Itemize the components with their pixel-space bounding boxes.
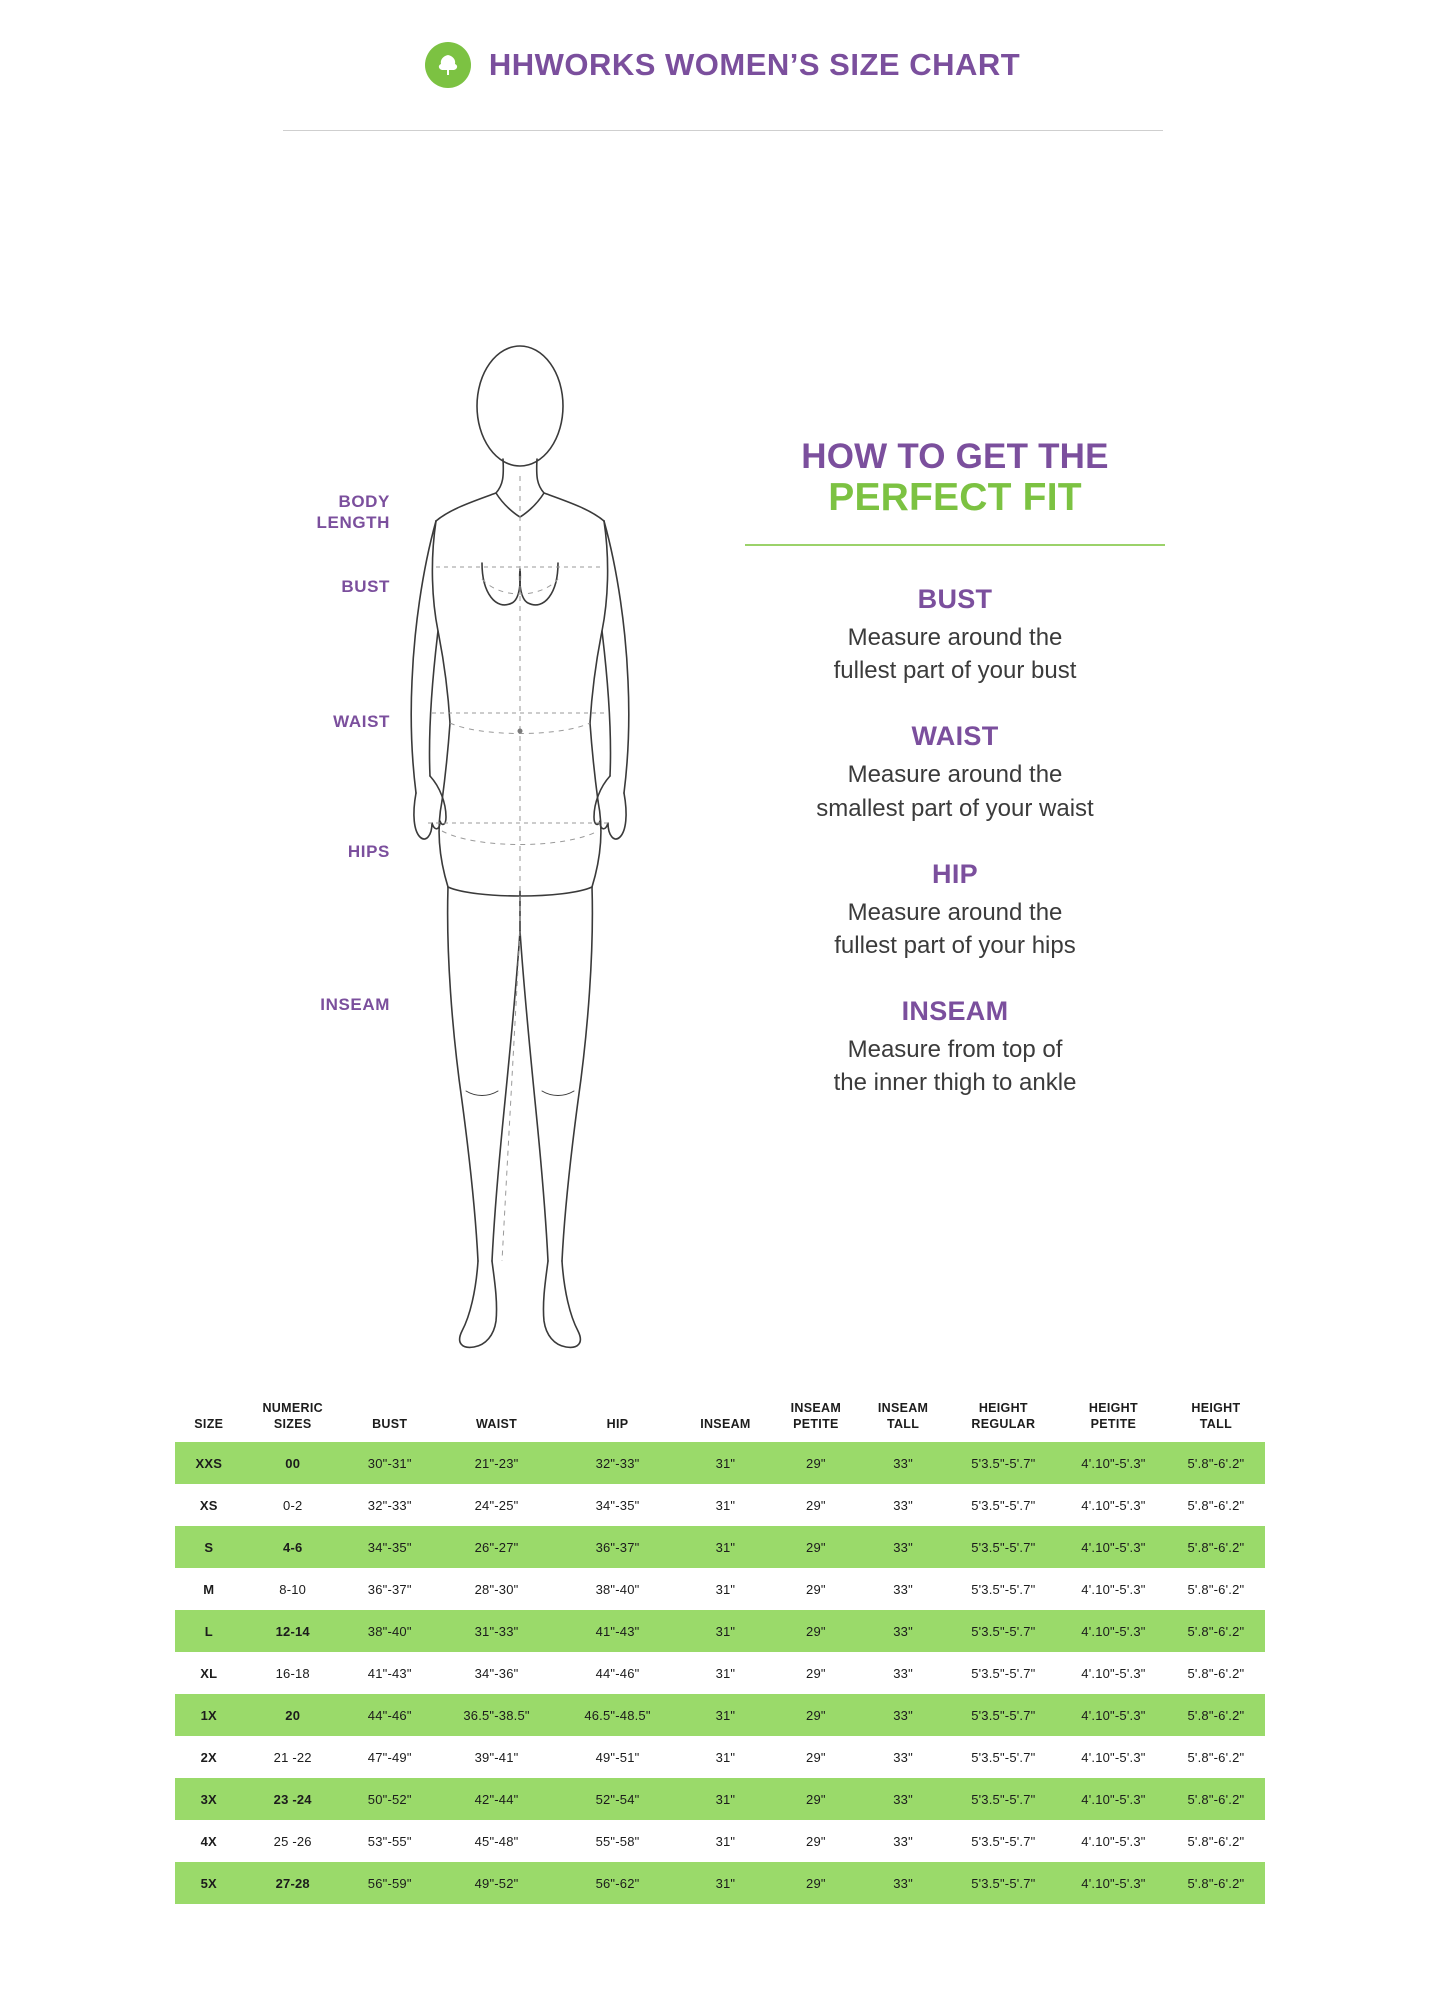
col-header-height-tall-line2: TALL: [1199, 1416, 1233, 1431]
fit-block-bust-line2: fullest part of your bust: [833, 657, 1077, 685]
cell-height-tall: 5'.8"-6'.2": [1187, 1581, 1245, 1597]
label-waist: WAIST: [333, 712, 390, 731]
cell-waist: 31"-33": [437, 1610, 557, 1652]
cell-hip: 44"-46": [595, 1665, 640, 1681]
col-header-height-petite-line1: HEIGHT: [1088, 1401, 1138, 1415]
table-row: [175, 1568, 1265, 1610]
size-table: [175, 1395, 1265, 1904]
cell-bust: 50"-52": [343, 1778, 437, 1820]
table-header-row: [175, 1395, 1265, 1442]
cell-size: 2X: [200, 1749, 217, 1765]
cell-size: XL: [200, 1665, 218, 1681]
cell-hip: 56"-62": [556, 1862, 678, 1904]
label-body-length-line2: LENGTH: [316, 513, 390, 533]
cell-size: XXS: [175, 1442, 243, 1484]
col-header-numeric-sizes-line1: NUMERIC: [262, 1401, 323, 1415]
cell-inseam: 31": [715, 1581, 736, 1597]
cell-height-tall: 5'.8"-6'.2": [1187, 1497, 1245, 1513]
cell-bust: 30"-31": [343, 1442, 437, 1484]
fit-block-hip-title: HIP: [932, 858, 978, 889]
cell-size: 3X: [175, 1778, 243, 1820]
col-header-size-line1: SIZE: [194, 1416, 224, 1431]
col-header-height-regular-line2: REGULAR: [971, 1416, 1036, 1431]
table-row: [175, 1736, 1265, 1778]
main-content: [0, 131, 1445, 1271]
cell-height-tall: 5'.8"-6'.2": [1187, 1833, 1245, 1849]
col-header-height-tall-line1: HEIGHT: [1191, 1401, 1241, 1415]
cell-inseam: 31": [679, 1862, 773, 1904]
page-header: [0, 0, 1445, 88]
cell-hip: 36"-37": [556, 1526, 678, 1568]
table-row: [175, 1442, 1265, 1484]
fit-guide-heading-line2: PERFECT FIT: [828, 476, 1082, 520]
cell-numeric: 16-18: [275, 1665, 310, 1681]
fit-block-hip-line1: Measure around the: [847, 898, 1063, 926]
label-body-length-line1: BODY: [338, 492, 390, 511]
col-header-inseam-tall-line1: INSEAM: [877, 1401, 929, 1415]
cell-height-regular: 5'3.5"-5'.7": [971, 1581, 1036, 1597]
fit-guide: [740, 436, 1170, 1099]
table-row: [175, 1526, 1265, 1568]
label-hips: HIPS: [347, 842, 390, 861]
col-header-inseam-petite-line1: INSEAM: [790, 1401, 842, 1415]
cell-waist: 39"-41": [474, 1749, 519, 1765]
cell-height-petite: 4'.10"-5'.3": [1060, 1526, 1167, 1568]
size-table-container: [175, 1395, 1265, 1904]
cell-size: 4X: [200, 1833, 217, 1849]
col-header-height-petite-line2: PETITE: [1090, 1416, 1137, 1431]
cell-height-petite: 4'.10"-5'.3": [1060, 1778, 1167, 1820]
cell-height-regular: 5'3.5"-5'.7": [971, 1665, 1036, 1681]
cell-height-petite: 4'.10"-5'.3": [1081, 1833, 1146, 1849]
col-header-height-regular: [947, 1395, 1060, 1442]
cell-numeric: 27-28: [243, 1862, 343, 1904]
cell-waist: 45"-48": [474, 1833, 519, 1849]
cell-bust: 47"-49": [367, 1749, 412, 1765]
cell-height-petite: 4'.10"-5'.3": [1060, 1442, 1167, 1484]
cell-height-petite: 4'.10"-5'.3": [1060, 1862, 1167, 1904]
cell-inseam-tall: 33": [859, 1610, 946, 1652]
cell-inseam: 31": [679, 1778, 773, 1820]
cell-height-regular: 5'3.5"-5'.7": [947, 1862, 1060, 1904]
cell-inseam-tall: 33": [859, 1778, 946, 1820]
col-header-waist-line1: WAIST: [475, 1416, 518, 1431]
fit-guide-divider: [745, 544, 1165, 546]
fit-block-inseam-line1: Measure from top of: [847, 1035, 1063, 1063]
fit-block-bust-line1: Measure around the: [847, 624, 1063, 652]
cell-hip: 49"-51": [595, 1749, 640, 1765]
cell-numeric: 21 -22: [273, 1749, 312, 1765]
cell-hip: 41"-43": [556, 1610, 678, 1652]
cell-numeric: 25 -26: [273, 1833, 312, 1849]
cell-hip: 32"-33": [556, 1442, 678, 1484]
cell-inseam: 31": [715, 1497, 736, 1513]
cell-waist: 26"-27": [437, 1526, 557, 1568]
cell-bust: 53"-55": [367, 1833, 412, 1849]
cell-numeric: 20: [243, 1694, 343, 1736]
cell-inseam-tall: 33": [893, 1581, 913, 1597]
cell-bust: 56"-59": [343, 1862, 437, 1904]
cell-inseam: 31": [679, 1526, 773, 1568]
table-row: [175, 1862, 1265, 1904]
cell-inseam: 31": [679, 1610, 773, 1652]
col-header-bust: [343, 1395, 437, 1442]
col-header-numeric-sizes-line2: SIZES: [273, 1416, 312, 1431]
col-header-numeric-sizes: [243, 1395, 343, 1442]
cell-waist: 49"-52": [437, 1862, 557, 1904]
cell-height-regular: 5'3.5"-5'.7": [947, 1694, 1060, 1736]
cell-hip: 38"-40": [595, 1581, 640, 1597]
col-header-inseam: [679, 1395, 773, 1442]
cell-numeric: 23 -24: [243, 1778, 343, 1820]
cell-height-tall: 5'.8"-6'.2": [1167, 1862, 1265, 1904]
cell-bust: 41"-43": [367, 1665, 412, 1681]
cell-inseam: 31": [715, 1833, 736, 1849]
cell-inseam: 31": [715, 1749, 736, 1765]
cell-numeric: 8-10: [279, 1581, 307, 1597]
col-header-inseam-tall-line2: TALL: [886, 1416, 920, 1431]
cell-inseam-tall: 33": [893, 1833, 913, 1849]
table-row: [175, 1694, 1265, 1736]
cell-numeric: 4-6: [243, 1526, 343, 1568]
cell-height-regular: 5'3.5"-5'.7": [971, 1497, 1036, 1513]
table-row: [175, 1610, 1265, 1652]
cell-inseam-petite: 29": [772, 1694, 859, 1736]
tree-icon: [425, 42, 471, 88]
col-header-inseam-tall: [859, 1395, 946, 1442]
cell-size: XS: [199, 1497, 218, 1513]
col-header-bust-line1: BUST: [372, 1416, 408, 1431]
cell-height-tall: 5'.8"-6'.2": [1167, 1610, 1265, 1652]
col-header-inseam-line1: INSEAM: [700, 1416, 751, 1431]
cell-inseam-petite: 29": [772, 1610, 859, 1652]
cell-size: S: [175, 1526, 243, 1568]
cell-inseam-petite: 29": [806, 1833, 826, 1849]
cell-inseam-petite: 29": [806, 1581, 826, 1597]
cell-height-tall: 5'.8"-6'.2": [1187, 1665, 1245, 1681]
cell-inseam-tall: 33": [859, 1442, 946, 1484]
fit-block-bust: [740, 584, 1170, 687]
fit-block-bust-title: BUST: [917, 584, 993, 615]
col-header-inseam-petite: [772, 1395, 859, 1442]
cell-inseam-tall: 33": [859, 1526, 946, 1568]
fit-block-waist-line1: Measure around the: [847, 761, 1063, 789]
fit-block-waist-title: WAIST: [911, 721, 999, 752]
cell-height-petite: 4'.10"-5'.3": [1081, 1665, 1146, 1681]
cell-hip: 52"-54": [556, 1778, 678, 1820]
cell-inseam-petite: 29": [806, 1749, 826, 1765]
cell-hip: 55"-58": [595, 1833, 640, 1849]
cell-hip: 34"-35": [595, 1497, 640, 1513]
cell-inseam-petite: 29": [772, 1526, 859, 1568]
female-body-illustration: [370, 331, 670, 1431]
col-header-hip-line1: HIP: [606, 1416, 629, 1431]
fit-block-hip-line2: fullest part of your hips: [834, 931, 1076, 959]
cell-inseam-tall: 33": [859, 1694, 946, 1736]
page-title: HHWORKS WOMEN’S SIZE CHART: [488, 47, 1021, 82]
cell-waist: 36.5"-38.5": [437, 1694, 557, 1736]
col-header-hip: [556, 1395, 678, 1442]
fit-block-hip: [740, 859, 1170, 962]
cell-inseam: 31": [679, 1442, 773, 1484]
cell-size: 1X: [175, 1694, 243, 1736]
label-inseam: INSEAM: [320, 995, 390, 1014]
label-bust: BUST: [341, 577, 390, 596]
fit-block-inseam-line2: the inner thigh to ankle: [833, 1068, 1077, 1096]
cell-bust: 34"-35": [343, 1526, 437, 1568]
cell-height-petite: 4'.10"-5'.3": [1081, 1749, 1146, 1765]
cell-height-regular: 5'3.5"-5'.7": [971, 1833, 1036, 1849]
cell-height-tall: 5'.8"-6'.2": [1167, 1442, 1265, 1484]
cell-size: 5X: [175, 1862, 243, 1904]
cell-height-petite: 4'.10"-5'.3": [1081, 1581, 1146, 1597]
cell-inseam: 31": [679, 1694, 773, 1736]
table-row: [175, 1820, 1265, 1862]
size-table-header: [175, 1395, 1265, 1442]
cell-height-regular: 5'3.5"-5'.7": [947, 1610, 1060, 1652]
cell-height-petite: 4'.10"-5'.3": [1060, 1694, 1167, 1736]
cell-inseam-tall: 33": [893, 1497, 913, 1513]
cell-size: M: [203, 1581, 215, 1597]
table-row: [175, 1652, 1265, 1694]
fit-block-inseam: [740, 996, 1170, 1099]
col-header-size: [175, 1395, 243, 1442]
cell-waist: 28"-30": [474, 1581, 519, 1597]
fit-block-waist-line2: smallest part of your waist: [816, 794, 1094, 822]
cell-height-regular: 5'3.5"-5'.7": [947, 1778, 1060, 1820]
cell-inseam-tall: 33": [893, 1665, 913, 1681]
col-header-inseam-petite-line2: PETITE: [793, 1416, 839, 1431]
cell-waist: 34"-36": [474, 1665, 519, 1681]
cell-inseam-tall: 33": [859, 1862, 946, 1904]
fit-block-inseam-title: INSEAM: [901, 995, 1009, 1026]
cell-waist: 21"-23": [437, 1442, 557, 1484]
cell-height-regular: 5'3.5"-5'.7": [947, 1442, 1060, 1484]
fit-guide-heading-line1: HOW TO GET THE: [801, 437, 1109, 476]
cell-height-petite: 4'.10"-5'.3": [1081, 1497, 1146, 1513]
table-row: [175, 1484, 1265, 1526]
cell-inseam-petite: 29": [772, 1442, 859, 1484]
cell-height-tall: 5'.8"-6'.2": [1167, 1778, 1265, 1820]
cell-inseam-petite: 29": [772, 1778, 859, 1820]
col-header-height-tall: [1167, 1395, 1265, 1442]
cell-bust: 38"-40": [343, 1610, 437, 1652]
cell-height-tall: 5'.8"-6'.2": [1167, 1694, 1265, 1736]
cell-inseam: 31": [715, 1665, 736, 1681]
cell-height-regular: 5'3.5"-5'.7": [971, 1749, 1036, 1765]
col-header-waist: [437, 1395, 557, 1442]
cell-numeric: 00: [243, 1442, 343, 1484]
cell-numeric: 12-14: [243, 1610, 343, 1652]
cell-height-tall: 5'.8"-6'.2": [1167, 1526, 1265, 1568]
col-header-height-regular-line1: HEIGHT: [978, 1401, 1028, 1415]
cell-bust: 36"-37": [367, 1581, 412, 1597]
cell-bust: 32"-33": [367, 1497, 412, 1513]
cell-waist: 24"-25": [474, 1497, 519, 1513]
cell-height-petite: 4'.10"-5'.3": [1060, 1610, 1167, 1652]
cell-hip: 46.5"-48.5": [556, 1694, 678, 1736]
cell-size: L: [175, 1610, 243, 1652]
cell-inseam-petite: 29": [772, 1862, 859, 1904]
cell-height-tall: 5'.8"-6'.2": [1187, 1749, 1245, 1765]
cell-inseam-petite: 29": [806, 1665, 826, 1681]
cell-height-regular: 5'3.5"-5'.7": [947, 1526, 1060, 1568]
cell-bust: 44"-46": [343, 1694, 437, 1736]
size-table-body: [175, 1442, 1265, 1904]
cell-numeric: 0-2: [283, 1497, 303, 1513]
cell-waist: 42"-44": [437, 1778, 557, 1820]
fit-block-waist: [740, 721, 1170, 824]
cell-inseam-petite: 29": [806, 1497, 826, 1513]
table-row: [175, 1778, 1265, 1820]
col-header-height-petite: [1060, 1395, 1167, 1442]
cell-inseam-tall: 33": [893, 1749, 913, 1765]
